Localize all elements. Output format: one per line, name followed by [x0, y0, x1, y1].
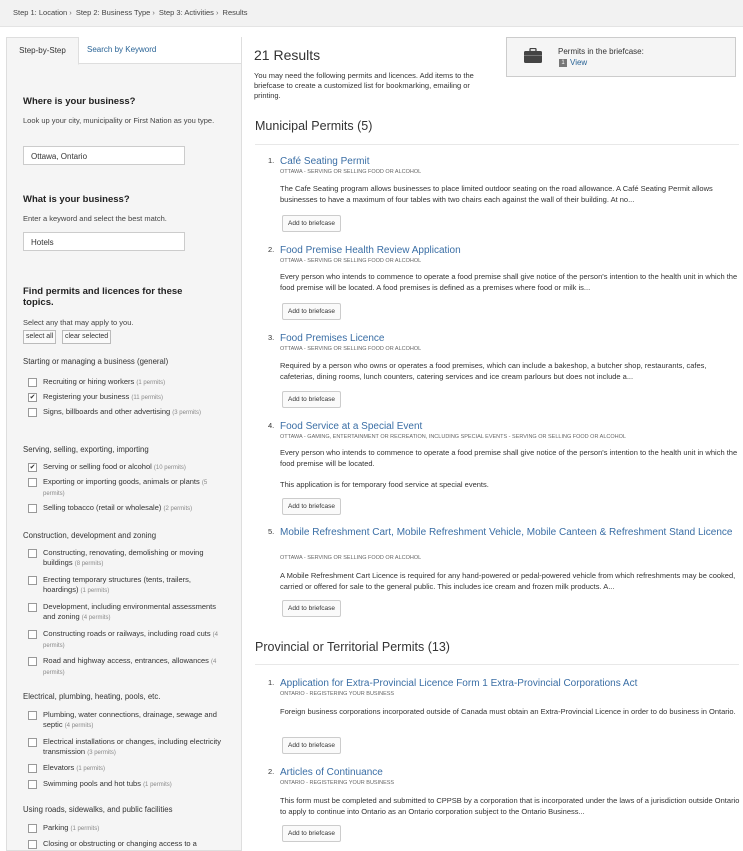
checkbox[interactable]	[28, 603, 37, 612]
result-index: 5.	[268, 527, 275, 536]
permit-category: ONTARIO - REGISTERING YOUR BUSINESS	[280, 691, 395, 697]
topic-group-title: Electrical, plumbing, heating, pools, etc.	[23, 692, 161, 701]
topic-group-title: Construction, development and zoning	[23, 531, 157, 540]
checkbox[interactable]	[28, 549, 37, 558]
topic-label: Recruiting or hiring workers	[43, 377, 135, 386]
results-title: 21 Results	[254, 47, 321, 63]
topic-label: Plumbing, water connections, drainage, sewage and septic	[43, 710, 217, 729]
permit-category: ONTARIO - REGISTERING YOUR BUSINESS	[280, 780, 395, 786]
topic-label: Closing or obstructing or changing access to a	[43, 839, 197, 848]
checkbox[interactable]	[28, 576, 37, 585]
permit-title-link[interactable]: Application for Extra-Provincial Licence Form 1 Extra-Provincial Corporations Act	[280, 678, 638, 689]
business-question: What is your business?	[23, 194, 130, 205]
permit-note: This application is for temporary food service at special events.	[280, 480, 489, 489]
provincial-permits-heading: Provincial or Territorial Permits (13)	[255, 640, 450, 654]
topic-option[interactable]	[28, 462, 223, 473]
topic-label: Erecting temporary structures (tents, trailers, hoardings)	[43, 575, 191, 594]
permit-description: Every person who intends to commence to operate a food premise shall give notice of the person's intention to the health unit in which the food premise will be located. A food premises is defined as a premises where food or milk is...	[280, 272, 738, 292]
permit-category: OTTAWA - SERVING OR SELLING FOOD OR ALCOHOL	[280, 169, 422, 175]
add-to-briefcase-button[interactable]: Add to briefcase	[282, 215, 341, 232]
topic-option[interactable]	[28, 575, 223, 596]
section-divider	[255, 664, 739, 665]
topic-label: Registering your business	[43, 392, 130, 401]
permit-title-link[interactable]: Mobile Refreshment Cart, Mobile Refreshment Vehicle, Mobile Canteen & Refreshment Stand Licence	[280, 527, 733, 538]
municipal-permits-heading: Municipal Permits (5)	[255, 119, 373, 133]
checkbox[interactable]	[28, 711, 37, 720]
permit-count: (4 permits)	[43, 659, 217, 676]
permit-count: (1 permits)	[70, 826, 100, 832]
select-all-button[interactable]: select all	[23, 330, 56, 344]
topic-label: Serving or selling food or alcohol	[43, 462, 152, 471]
topic-label: Road and highway access, entrances, allowances	[43, 656, 209, 665]
result-index: 1.	[268, 156, 275, 165]
topic-group-title: Starting or managing a business (general)	[23, 357, 169, 366]
permit-category: OTTAWA - SERVING OR SELLING FOOD OR ALCOHOL	[280, 555, 422, 561]
topic-option[interactable]	[28, 763, 223, 774]
permit-description: A Mobile Refreshment Cart Licence is required for any hand-powered or pedal-powered vehicle from which refreshments may be cooked, carried or offered for sale to the general public. This includes ice cream and frozen milk products. A...	[280, 571, 736, 591]
briefcase-title: Permits in the briefcase:	[558, 47, 644, 56]
permit-description: Required by a person who owns or operates a food premises, which can include a bakeshop, a butcher shop, restaurants, cafes, cafeterias, dining rooms, lunch counters, catering services and ice cream parlours but does not include a...	[280, 361, 707, 381]
topic-label: Elevators	[43, 763, 75, 772]
add-to-briefcase-button[interactable]: Add to briefcase	[282, 303, 341, 320]
permit-category: OTTAWA - GAMING, ENTERTAINMENT OR RECREATION, INCLUDING SPECIAL EVENTS - SERVING OR SELLING FOOD OR ALCOHOL	[280, 434, 626, 440]
clear-selected-button[interactable]: clear selected	[62, 330, 111, 344]
permit-count: (1 permits)	[136, 380, 166, 386]
permit-title-link[interactable]: Food Service at a Special Event	[280, 421, 423, 432]
checkbox[interactable]	[28, 780, 37, 789]
breadcrumb-step-2[interactable]: Step 2: Business Type	[75, 8, 151, 17]
permit-description: Every person who intends to commence to operate a food premise shall give notice of the person's intention to the health unit in which the food premise will be located.	[280, 448, 738, 468]
permit-count: (8 permits)	[74, 561, 104, 567]
checkbox-checked[interactable]: ✔	[29, 464, 36, 471]
add-to-briefcase-button[interactable]: Add to briefcase	[282, 737, 341, 754]
topic-label: Electrical installations or changes, including electricity transmission	[43, 737, 222, 756]
permit-title-link[interactable]: Food Premise Health Review Application	[280, 245, 461, 256]
business-input[interactable]: Hotels	[23, 232, 185, 251]
result-index: 3.	[268, 333, 275, 342]
topic-group-title: Serving, selling, exporting, importing	[23, 445, 149, 454]
add-to-briefcase-button[interactable]: Add to briefcase	[282, 825, 341, 842]
breadcrumb-step-3[interactable]: Step 3: Activities	[158, 8, 214, 17]
breadcrumb-step-1[interactable]: Step 1: Location	[13, 8, 68, 17]
permit-count: (2 permits)	[163, 506, 193, 512]
permit-title-link[interactable]: Articles of Continuance	[280, 767, 383, 778]
topic-label: Selling tobacco (retail or wholesale)	[43, 503, 162, 512]
topic-label: Constructing, renovating, demolishing or moving buildings	[43, 548, 204, 567]
result-index: 2.	[268, 245, 275, 254]
topic-option[interactable]	[28, 656, 223, 678]
location-input[interactable]: Ottawa, Ontario	[23, 146, 185, 165]
topic-label: Exporting or importing goods, animals or plants	[43, 477, 200, 486]
permit-title-link[interactable]: Food Premises Licence	[280, 333, 385, 344]
permit-count: (10 permits)	[153, 465, 186, 471]
permit-count: (1 permits)	[80, 588, 110, 594]
topic-label: Swimming pools and hot tubs	[43, 779, 141, 788]
permit-category: OTTAWA - SERVING OR SELLING FOOD OR ALCOHOL	[280, 258, 422, 264]
add-to-briefcase-button[interactable]: Add to briefcase	[282, 498, 341, 515]
checkbox[interactable]	[28, 504, 37, 513]
topic-option[interactable]	[28, 407, 223, 418]
topic-label: Development, including environmental assessments and zoning	[43, 602, 217, 621]
result-index: 2.	[268, 767, 275, 776]
results-intro: You may need the following permits and licences. Add items to the briefcase to create a customized list for bookmarking, emailing or printing.	[254, 71, 474, 100]
briefcase-panel	[506, 37, 736, 77]
result-index: 1.	[268, 678, 275, 687]
topic-option[interactable]	[28, 392, 223, 403]
topics-heading: Find permits and licences for these topics.	[23, 286, 183, 308]
permit-count: (3 permits)	[87, 750, 116, 756]
permit-count: (4 permits)	[81, 615, 111, 621]
checkbox[interactable]	[28, 738, 37, 747]
topic-option[interactable]	[28, 377, 223, 388]
sidebar-tabs	[7, 37, 241, 64]
permit-category: OTTAWA - SERVING OR SELLING FOOD OR ALCOHOL	[280, 346, 422, 352]
topic-option[interactable]	[28, 779, 223, 790]
topic-option[interactable]	[28, 629, 223, 651]
topic-label: Signs, billboards and other advertising	[43, 407, 171, 416]
topic-option[interactable]	[28, 737, 223, 758]
checkbox[interactable]	[28, 824, 37, 833]
permit-description: This form must be completed and submitted to CPPSB by a corporation that is incorporated under the laws of a jurisdiction outside Ontario to apply to continue into Ontario as an Ontario corporation subject to the Ontario Business...	[280, 796, 740, 816]
topic-option[interactable]	[28, 823, 223, 834]
topic-option[interactable]	[28, 477, 223, 499]
checkbox[interactable]	[28, 657, 37, 666]
topic-label: Constructing roads or railways, including road cuts	[43, 629, 211, 638]
location-question: Where is your business?	[23, 96, 136, 107]
permit-count: (11 permits)	[131, 395, 163, 401]
topics-hint: Select any that may apply to you.	[23, 318, 134, 327]
add-to-briefcase-button[interactable]: Add to briefcase	[282, 391, 341, 408]
permit-title-link[interactable]: Café Seating Permit	[280, 156, 370, 167]
topic-group-title: Using roads, sidewalks, and public facilities	[23, 805, 173, 814]
topic-label: Parking	[43, 823, 69, 832]
permit-count: (1 permits)	[143, 782, 172, 788]
checkbox[interactable]	[28, 630, 37, 639]
permit-count: (3 permits)	[172, 410, 201, 416]
breadcrumb-results: Results	[222, 8, 248, 17]
permit-description: Foreign business corporations incorporated outside of Canada must obtain an Extra-Provincial Licence in order to do business in Ontario.	[280, 707, 736, 716]
checkbox[interactable]	[28, 478, 37, 487]
result-index: 4.	[268, 421, 275, 430]
breadcrumb-separator: ›	[215, 8, 219, 17]
topic-option[interactable]	[28, 710, 223, 731]
topic-option[interactable]	[28, 503, 223, 514]
add-to-briefcase-button[interactable]: Add to briefcase	[282, 600, 341, 617]
business-hint: Enter a keyword and select the best match.	[23, 214, 167, 223]
topic-option[interactable]	[28, 839, 223, 850]
permit-count: (4 permits)	[64, 723, 94, 729]
checkbox[interactable]	[28, 408, 37, 417]
checkbox-checked[interactable]: ✔	[29, 394, 36, 401]
breadcrumb	[0, 0, 743, 27]
checkbox[interactable]	[28, 840, 37, 849]
view-briefcase-link[interactable]: View	[570, 58, 588, 67]
location-hint: Look up your city, municipality or First Nation as you type.	[23, 116, 215, 125]
checkbox[interactable]	[28, 764, 37, 773]
briefcase-count-badge: 1	[559, 59, 567, 67]
permit-count: (1 permits)	[76, 766, 106, 772]
breadcrumb-separator: ›	[69, 8, 72, 17]
permit-description: The Cafe Seating program allows businesses to place limited outdoor seating on the road allowance. A Café Seating Permit allows businesses to have a maximum of four tables with two chairs each against the wall of their building. At no...	[280, 184, 713, 204]
section-divider	[255, 144, 739, 145]
filter-sidebar	[6, 37, 242, 851]
breadcrumb-separator: ›	[152, 8, 155, 17]
checkbox[interactable]	[28, 378, 37, 387]
topic-option[interactable]	[28, 548, 223, 569]
tab-step-by-step[interactable]: Step-by-Step	[6, 37, 79, 65]
permit-count: (4 permits)	[43, 632, 219, 649]
topic-option[interactable]	[28, 602, 223, 623]
tab-search-by-keyword[interactable]: Search by Keyword	[87, 45, 157, 54]
permit-count: (5 permits)	[43, 480, 208, 497]
briefcase-icon	[524, 48, 542, 63]
